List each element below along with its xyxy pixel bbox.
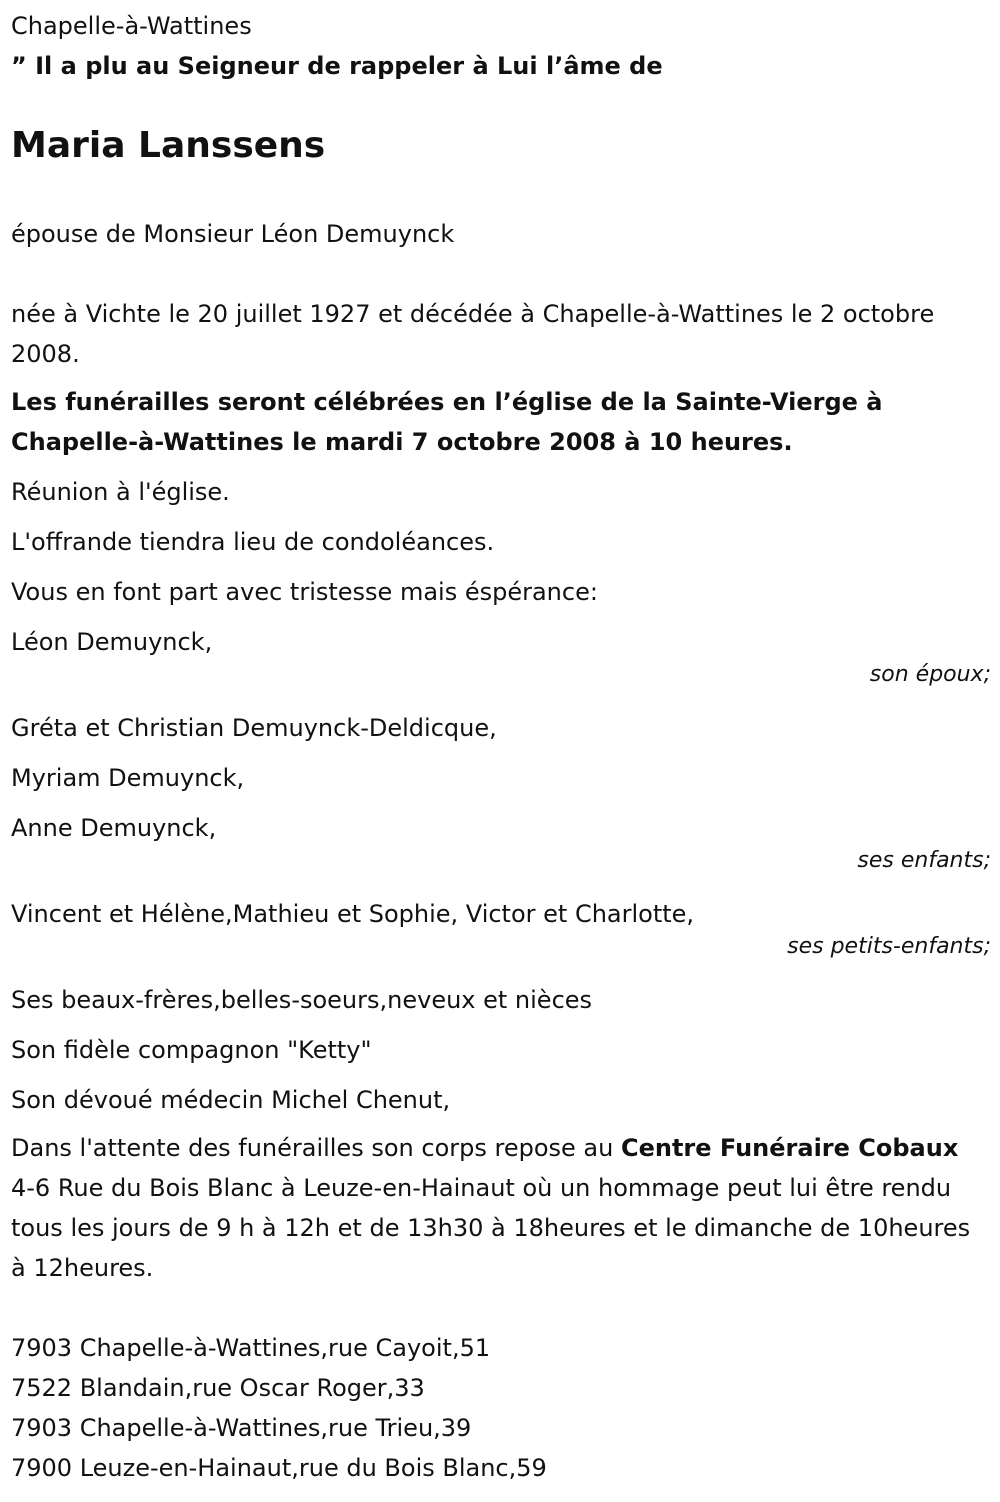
- address-line: 7903 Chapelle-à-Wattines,rue Cayoit,51: [11, 1334, 491, 1362]
- spouse-line: épouse de Monsieur Léon Demuynck: [11, 220, 455, 248]
- address-line: 7900 Leuze-en-Hainaut,rue du Bois Blanc,59: [11, 1454, 547, 1482]
- children-role: ses enfants;: [857, 848, 991, 873]
- birth-death-text: née à Vichte le 20 juillet 1927 et décédée à Chapelle-à-Wattines le 2 octobre 2008.: [11, 300, 935, 368]
- deceased-name: Maria Lanssens: [11, 125, 326, 166]
- meeting-text: Réunion à l'église.: [11, 478, 230, 506]
- announce-text: Vous en font part avec tristesse mais éspérance:: [11, 578, 598, 606]
- child-line: Myriam Demuynck,: [11, 764, 245, 792]
- doctor-line: Son dévoué médecin Michel Chenut,: [11, 1086, 451, 1114]
- child-line: Gréta et Christian Demuynck-Deldicque,: [11, 714, 497, 742]
- offering-text: L'offrande tiendra lieu de condoléances.: [11, 528, 495, 556]
- spouse-name: Léon Demuynck,: [11, 628, 213, 656]
- address-line: 7903 Chapelle-à-Wattines,rue Trieu,39: [11, 1414, 472, 1442]
- grandchildren-role: ses petits-enfants;: [787, 934, 991, 959]
- relatives-line: Ses beaux-frères,belles-soeurs,neveux et nièces: [11, 986, 593, 1014]
- funeral-ceremony-text: Les funérailles seront célébrées en l’église de la Sainte-Vierge à Chapelle-à-Wattines le mardi 7 octobre 2008 à 10 heures.: [11, 388, 883, 456]
- viewing-paragraph: [11, 1128, 986, 1288]
- child-line: Anne Demuynck,: [11, 814, 217, 842]
- companion-line: Son fidèle compagnon "Ketty": [11, 1036, 372, 1064]
- spouse-role: son époux;: [869, 662, 991, 687]
- grandchildren-line: Vincent et Hélène,Mathieu et Sophie, Victor et Charlotte,: [11, 900, 695, 928]
- address-line: 7522 Blandain,rue Oscar Roger,33: [11, 1374, 425, 1402]
- intro-line: ” Il a plu au Seigneur de rappeler à Lui l’âme de: [11, 52, 663, 80]
- viewing-text-before: Dans l'attente des funérailles son corps repose au: [11, 1134, 621, 1162]
- place-header: Chapelle-à-Wattines: [11, 12, 252, 40]
- funeral-center-name: Centre Funéraire Cobaux: [620, 1134, 959, 1162]
- viewing-text-after: 4-6 Rue du Bois Blanc à Leuze-en-Hainaut où un hommage peut lui être rendu tous les jours de 9 h à 12h et de 13h30 à 18heures et le dimanche de 10heures à 12heures.: [11, 1174, 971, 1282]
